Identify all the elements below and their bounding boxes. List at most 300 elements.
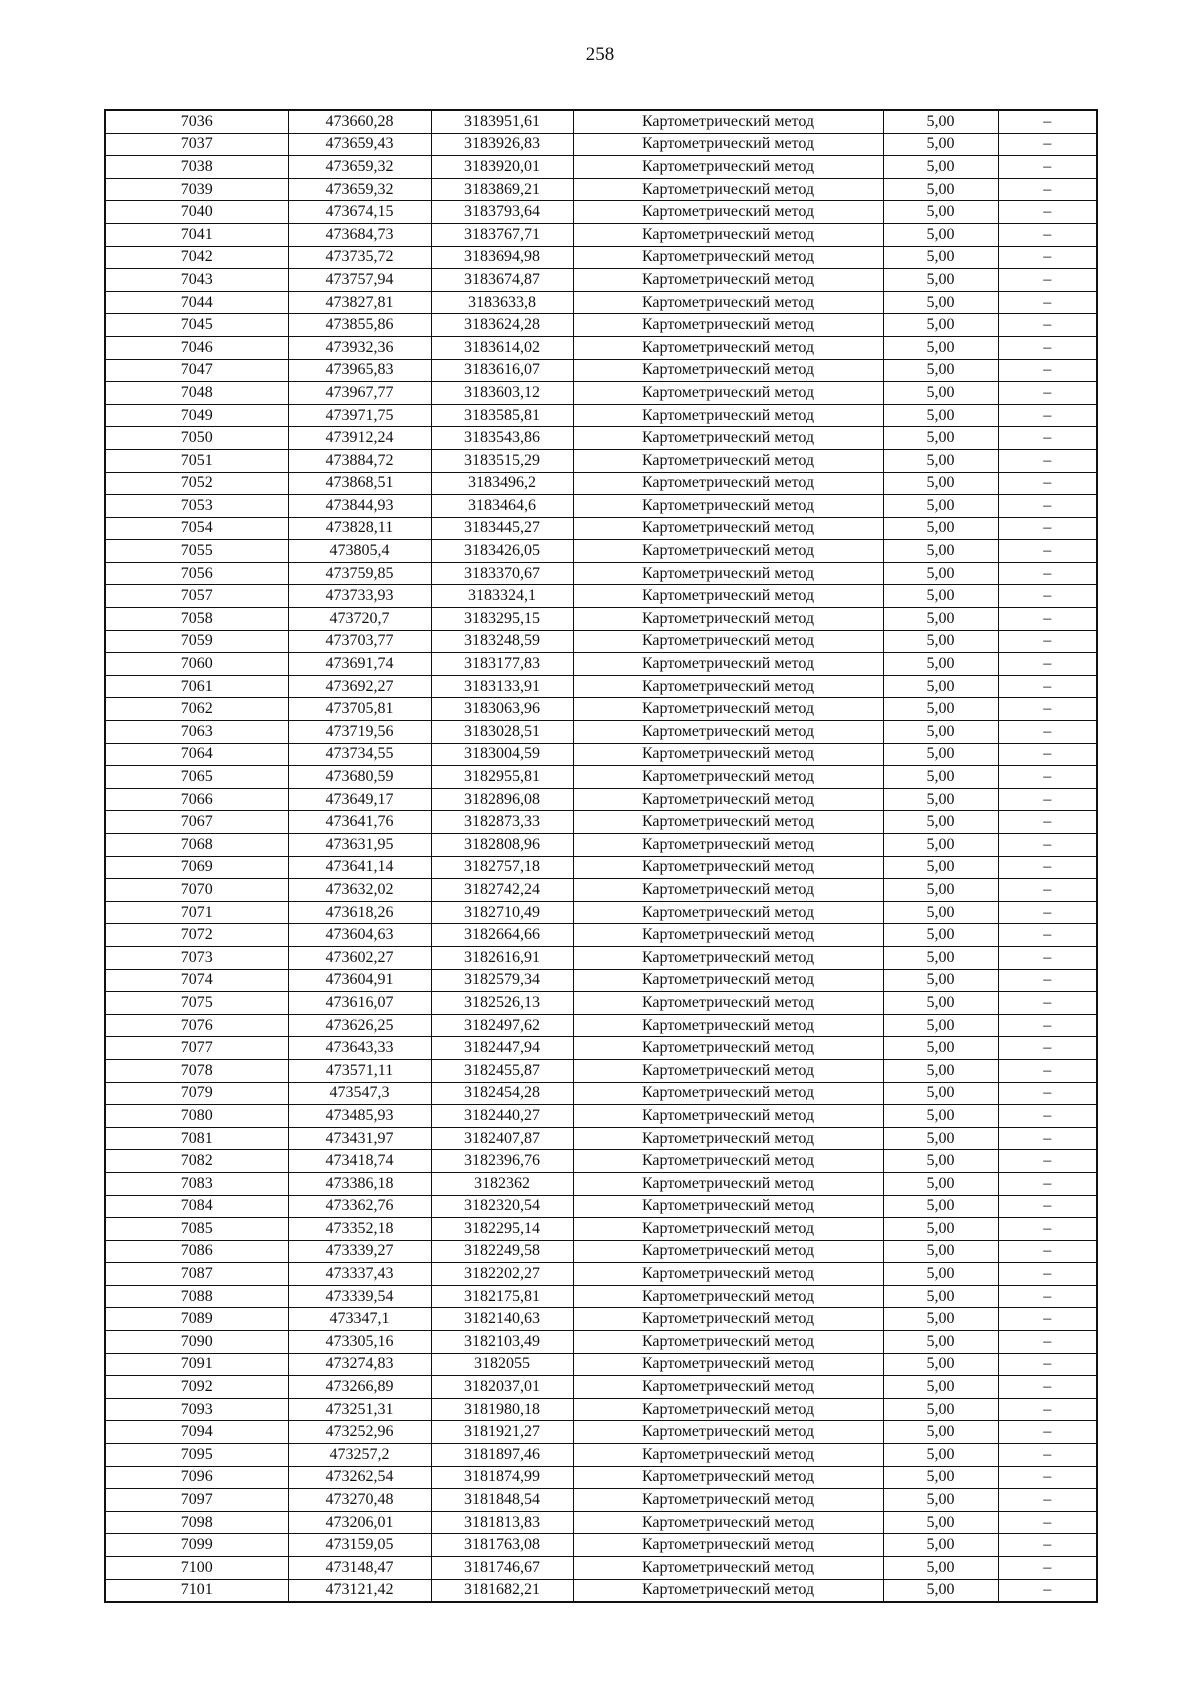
accuracy-cell: 5,00 [883,585,998,608]
description-cell: – [998,1150,1097,1173]
y-coordinate-cell: 3183674,87 [431,269,573,292]
method-cell: Картометрический метод [573,721,883,744]
y-coordinate-cell: 3182320,54 [431,1195,573,1218]
y-coordinate-cell: 3181813,83 [431,1511,573,1534]
table-row [105,495,1097,518]
accuracy-cell: 5,00 [883,992,998,1015]
method-cell: Картометрический метод [573,1353,883,1376]
description-cell: – [998,314,1097,337]
method-cell: Картометрический метод [573,1466,883,1489]
point-number-cell: 7072 [105,924,288,947]
method-cell: Картометрический метод [573,133,883,156]
point-number-cell: 7058 [105,608,288,631]
method-cell: Картометрический метод [573,517,883,540]
y-coordinate-cell: 3183694,98 [431,246,573,269]
description-cell: – [998,1466,1097,1489]
y-coordinate-cell: 3181921,27 [431,1421,573,1444]
point-number-cell: 7042 [105,246,288,269]
point-number-cell: 7041 [105,223,288,246]
table-row [105,721,1097,744]
method-cell: Картометрический метод [573,1105,883,1128]
point-number-cell: 7085 [105,1218,288,1241]
accuracy-cell: 5,00 [883,178,998,201]
accuracy-cell: 5,00 [883,359,998,382]
description-cell: – [998,1105,1097,1128]
point-number-cell: 7071 [105,901,288,924]
table-row [105,1376,1097,1399]
x-coordinate-cell: 473641,14 [288,856,431,879]
table-row [105,1240,1097,1263]
accuracy-cell: 5,00 [883,1331,998,1354]
method-cell: Картометрический метод [573,540,883,563]
table-row [105,1127,1097,1150]
x-coordinate-cell: 473659,32 [288,178,431,201]
point-number-cell: 7075 [105,992,288,1015]
x-coordinate-cell: 473337,43 [288,1263,431,1286]
description-cell: – [998,1444,1097,1467]
accuracy-cell: 5,00 [883,1444,998,1467]
table-row [105,359,1097,382]
method-cell: Картометрический метод [573,110,883,133]
x-coordinate-cell: 473641,76 [288,811,431,834]
method-cell: Картометрический метод [573,834,883,857]
y-coordinate-cell: 3182757,18 [431,856,573,879]
table-row [105,1421,1097,1444]
method-cell: Картометрический метод [573,1557,883,1580]
x-coordinate-cell: 473719,56 [288,721,431,744]
x-coordinate-cell: 473649,17 [288,788,431,811]
point-number-cell: 7059 [105,630,288,653]
x-coordinate-cell: 473604,91 [288,969,431,992]
x-coordinate-cell: 473602,27 [288,946,431,969]
accuracy-cell: 5,00 [883,517,998,540]
x-coordinate-cell: 473274,83 [288,1353,431,1376]
method-cell: Картометрический метод [573,1308,883,1331]
description-cell: – [998,1557,1097,1580]
table-row [105,1331,1097,1354]
y-coordinate-cell: 3182664,66 [431,924,573,947]
method-cell: Картометрический метод [573,1240,883,1263]
point-number-cell: 7087 [105,1263,288,1286]
description-cell: – [998,1376,1097,1399]
point-number-cell: 7077 [105,1037,288,1060]
description-cell: – [998,834,1097,857]
accuracy-cell: 5,00 [883,1511,998,1534]
x-coordinate-cell: 473965,83 [288,359,431,382]
table-row [105,1308,1097,1331]
accuracy-cell: 5,00 [883,1150,998,1173]
point-number-cell: 7092 [105,1376,288,1399]
method-cell: Картометрический метод [573,156,883,179]
point-number-cell: 7093 [105,1398,288,1421]
point-number-cell: 7062 [105,698,288,721]
table-row [105,1353,1097,1376]
method-cell: Картометрический метод [573,359,883,382]
description-cell: – [998,1534,1097,1557]
point-number-cell: 7090 [105,1331,288,1354]
y-coordinate-cell: 3182396,76 [431,1150,573,1173]
x-coordinate-cell: 473270,48 [288,1489,431,1512]
x-coordinate-cell: 473266,89 [288,1376,431,1399]
y-coordinate-cell: 3182455,87 [431,1059,573,1082]
y-coordinate-cell: 3183133,91 [431,675,573,698]
y-coordinate-cell: 3181682,21 [431,1579,573,1602]
table-row [105,1489,1097,1512]
method-cell: Картометрический метод [573,269,883,292]
method-cell: Картометрический метод [573,766,883,789]
table-row [105,404,1097,427]
accuracy-cell: 5,00 [883,1398,998,1421]
accuracy-cell: 5,00 [883,1218,998,1241]
x-coordinate-cell: 473692,27 [288,675,431,698]
x-coordinate-cell: 473305,16 [288,1331,431,1354]
accuracy-cell: 5,00 [883,1240,998,1263]
point-number-cell: 7048 [105,382,288,405]
x-coordinate-cell: 473347,1 [288,1308,431,1331]
x-coordinate-cell: 473418,74 [288,1150,431,1173]
table-row [105,472,1097,495]
description-cell: – [998,766,1097,789]
description-cell: – [998,269,1097,292]
point-number-cell: 7076 [105,1014,288,1037]
description-cell: – [998,178,1097,201]
y-coordinate-cell: 3183028,51 [431,721,573,744]
point-number-cell: 7097 [105,1489,288,1512]
y-coordinate-cell: 3182742,24 [431,879,573,902]
table-row [105,291,1097,314]
y-coordinate-cell: 3181848,54 [431,1489,573,1512]
x-coordinate-cell: 473971,75 [288,404,431,427]
description-cell: – [998,924,1097,947]
y-coordinate-cell: 3182497,62 [431,1014,573,1037]
point-number-cell: 7098 [105,1511,288,1534]
method-cell: Картометрический метод [573,1444,883,1467]
y-coordinate-cell: 3182407,87 [431,1127,573,1150]
accuracy-cell: 5,00 [883,1105,998,1128]
point-number-cell: 7049 [105,404,288,427]
page-number: 258 [585,44,615,65]
method-cell: Картометрический метод [573,472,883,495]
table-row [105,1037,1097,1060]
x-coordinate-cell: 473339,54 [288,1285,431,1308]
accuracy-cell: 5,00 [883,879,998,902]
method-cell: Картометрический метод [573,1059,883,1082]
description-cell: – [998,1398,1097,1421]
accuracy-cell: 5,00 [883,766,998,789]
accuracy-cell: 5,00 [883,427,998,450]
accuracy-cell: 5,00 [883,1172,998,1195]
x-coordinate-cell: 473967,77 [288,382,431,405]
table-body [105,110,1097,1602]
y-coordinate-cell: 3183926,83 [431,133,573,156]
method-cell: Картометрический метод [573,1014,883,1037]
method-cell: Картометрический метод [573,1127,883,1150]
x-coordinate-cell: 473680,59 [288,766,431,789]
method-cell: Картометрический метод [573,811,883,834]
accuracy-cell: 5,00 [883,811,998,834]
y-coordinate-cell: 3182955,81 [431,766,573,789]
description-cell: – [998,382,1097,405]
table-row [105,110,1097,133]
x-coordinate-cell: 473684,73 [288,223,431,246]
method-cell: Картометрический метод [573,856,883,879]
method-cell: Картометрический метод [573,1218,883,1241]
accuracy-cell: 5,00 [883,1285,998,1308]
description-cell: – [998,449,1097,472]
point-number-cell: 7056 [105,562,288,585]
method-cell: Картометрический метод [573,946,883,969]
accuracy-cell: 5,00 [883,1263,998,1286]
x-coordinate-cell: 473855,86 [288,314,431,337]
point-number-cell: 7067 [105,811,288,834]
table-row [105,1579,1097,1602]
table-row [105,608,1097,631]
description-cell: – [998,1331,1097,1354]
x-coordinate-cell: 473912,24 [288,427,431,450]
table-row [105,517,1097,540]
description-cell: – [998,472,1097,495]
description-cell: – [998,1308,1097,1331]
table-row [105,653,1097,676]
description-cell: – [998,1059,1097,1082]
point-number-cell: 7060 [105,653,288,676]
y-coordinate-cell: 3181763,08 [431,1534,573,1557]
y-coordinate-cell: 3181897,46 [431,1444,573,1467]
method-cell: Картометрический метод [573,653,883,676]
accuracy-cell: 5,00 [883,675,998,698]
x-coordinate-cell: 473339,27 [288,1240,431,1263]
point-number-cell: 7080 [105,1105,288,1128]
accuracy-cell: 5,00 [883,856,998,879]
description-cell: – [998,992,1097,1015]
table-row [105,788,1097,811]
x-coordinate-cell: 473257,2 [288,1444,431,1467]
method-cell: Картометрический метод [573,901,883,924]
method-cell: Картометрический метод [573,1195,883,1218]
y-coordinate-cell: 3182447,94 [431,1037,573,1060]
x-coordinate-cell: 473705,81 [288,698,431,721]
y-coordinate-cell: 3183426,05 [431,540,573,563]
table-row [105,698,1097,721]
method-cell: Картометрический метод [573,1150,883,1173]
y-coordinate-cell: 3183633,8 [431,291,573,314]
description-cell: – [998,811,1097,834]
point-number-cell: 7088 [105,1285,288,1308]
accuracy-cell: 5,00 [883,743,998,766]
method-cell: Картометрический метод [573,1579,883,1602]
point-number-cell: 7051 [105,449,288,472]
accuracy-cell: 5,00 [883,1014,998,1037]
y-coordinate-cell: 3183543,86 [431,427,573,450]
point-number-cell: 7043 [105,269,288,292]
y-coordinate-cell: 3182202,27 [431,1263,573,1286]
y-coordinate-cell: 3183624,28 [431,314,573,337]
accuracy-cell: 5,00 [883,110,998,133]
table-row [105,1398,1097,1421]
point-number-cell: 7053 [105,495,288,518]
y-coordinate-cell: 3182140,63 [431,1308,573,1331]
x-coordinate-cell: 473734,55 [288,743,431,766]
accuracy-cell: 5,00 [883,1579,998,1602]
point-number-cell: 7091 [105,1353,288,1376]
x-coordinate-cell: 473868,51 [288,472,431,495]
accuracy-cell: 5,00 [883,314,998,337]
y-coordinate-cell: 3183515,29 [431,449,573,472]
y-coordinate-cell: 3181746,67 [431,1557,573,1580]
point-number-cell: 7089 [105,1308,288,1331]
accuracy-cell: 5,00 [883,946,998,969]
table-row [105,992,1097,1015]
accuracy-cell: 5,00 [883,133,998,156]
y-coordinate-cell: 3183177,83 [431,653,573,676]
table-row [105,223,1097,246]
x-coordinate-cell: 473631,95 [288,834,431,857]
x-coordinate-cell: 473206,01 [288,1511,431,1534]
method-cell: Картометрический метод [573,788,883,811]
method-cell: Картометрический метод [573,382,883,405]
table-row [105,766,1097,789]
y-coordinate-cell: 3182579,34 [431,969,573,992]
table-row [105,946,1097,969]
method-cell: Картометрический метод [573,178,883,201]
point-number-cell: 7040 [105,201,288,224]
accuracy-cell: 5,00 [883,404,998,427]
description-cell: – [998,1218,1097,1241]
table-row [105,449,1097,472]
method-cell: Картометрический метод [573,495,883,518]
table-row [105,1105,1097,1128]
description-cell: – [998,675,1097,698]
accuracy-cell: 5,00 [883,156,998,179]
table-row [105,675,1097,698]
method-cell: Картометрический метод [573,1489,883,1512]
point-number-cell: 7079 [105,1082,288,1105]
description-cell: – [998,223,1097,246]
x-coordinate-cell: 473252,96 [288,1421,431,1444]
accuracy-cell: 5,00 [883,608,998,631]
table-row [105,382,1097,405]
x-coordinate-cell: 473884,72 [288,449,431,472]
coordinates-table [104,109,1098,1603]
accuracy-cell: 5,00 [883,1353,998,1376]
description-cell: – [998,630,1097,653]
description-cell: – [998,1263,1097,1286]
method-cell: Картометрический метод [573,1534,883,1557]
accuracy-cell: 5,00 [883,291,998,314]
description-cell: – [998,201,1097,224]
method-cell: Картометрический метод [573,1082,883,1105]
method-cell: Картометрический метод [573,585,883,608]
point-number-cell: 7078 [105,1059,288,1082]
table-row [105,133,1097,156]
table-row [105,427,1097,450]
accuracy-cell: 5,00 [883,834,998,857]
method-cell: Картометрический метод [573,743,883,766]
method-cell: Картометрический метод [573,336,883,359]
point-number-cell: 7094 [105,1421,288,1444]
description-cell: – [998,404,1097,427]
point-number-cell: 7066 [105,788,288,811]
accuracy-cell: 5,00 [883,924,998,947]
accuracy-cell: 5,00 [883,562,998,585]
description-cell: – [998,743,1097,766]
accuracy-cell: 5,00 [883,721,998,744]
table-row [105,901,1097,924]
description-cell: – [998,562,1097,585]
description-cell: – [998,495,1097,518]
point-number-cell: 7057 [105,585,288,608]
description-cell: – [998,336,1097,359]
accuracy-cell: 5,00 [883,540,998,563]
point-number-cell: 7050 [105,427,288,450]
description-cell: – [998,1285,1097,1308]
table-row [105,540,1097,563]
x-coordinate-cell: 473547,3 [288,1082,431,1105]
table-row [105,156,1097,179]
point-number-cell: 7099 [105,1534,288,1557]
description-cell: – [998,133,1097,156]
point-number-cell: 7044 [105,291,288,314]
description-cell: – [998,1014,1097,1037]
description-cell: – [998,1037,1097,1060]
x-coordinate-cell: 473674,15 [288,201,431,224]
description-cell: – [998,901,1097,924]
point-number-cell: 7096 [105,1466,288,1489]
table-row [105,1444,1097,1467]
y-coordinate-cell: 3182896,08 [431,788,573,811]
y-coordinate-cell: 3183370,67 [431,562,573,585]
point-number-cell: 7086 [105,1240,288,1263]
point-number-cell: 7046 [105,336,288,359]
description-cell: – [998,969,1097,992]
description-cell: – [998,1489,1097,1512]
x-coordinate-cell: 473720,7 [288,608,431,631]
accuracy-cell: 5,00 [883,1421,998,1444]
table-row [105,1263,1097,1286]
y-coordinate-cell: 3183295,15 [431,608,573,631]
table-row [105,834,1097,857]
table-row [105,1195,1097,1218]
y-coordinate-cell: 3183324,1 [431,585,573,608]
method-cell: Картометрический метод [573,427,883,450]
description-cell: – [998,608,1097,631]
table-row [105,879,1097,902]
x-coordinate-cell: 473485,93 [288,1105,431,1128]
point-number-cell: 7084 [105,1195,288,1218]
x-coordinate-cell: 473431,97 [288,1127,431,1150]
method-cell: Картометрический метод [573,1398,883,1421]
y-coordinate-cell: 3183793,64 [431,201,573,224]
description-cell: – [998,1511,1097,1534]
table-row [105,1150,1097,1173]
description-cell: – [998,585,1097,608]
accuracy-cell: 5,00 [883,1489,998,1512]
x-coordinate-cell: 473604,63 [288,924,431,947]
table-row [105,585,1097,608]
description-cell: – [998,1172,1097,1195]
point-number-cell: 7063 [105,721,288,744]
x-coordinate-cell: 473571,11 [288,1059,431,1082]
method-cell: Картометрический метод [573,675,883,698]
y-coordinate-cell: 3182454,28 [431,1082,573,1105]
description-cell: – [998,1353,1097,1376]
method-cell: Картометрический метод [573,562,883,585]
table-row [105,811,1097,834]
accuracy-cell: 5,00 [883,246,998,269]
x-coordinate-cell: 473659,32 [288,156,431,179]
y-coordinate-cell: 3183869,21 [431,178,573,201]
description-cell: – [998,1240,1097,1263]
